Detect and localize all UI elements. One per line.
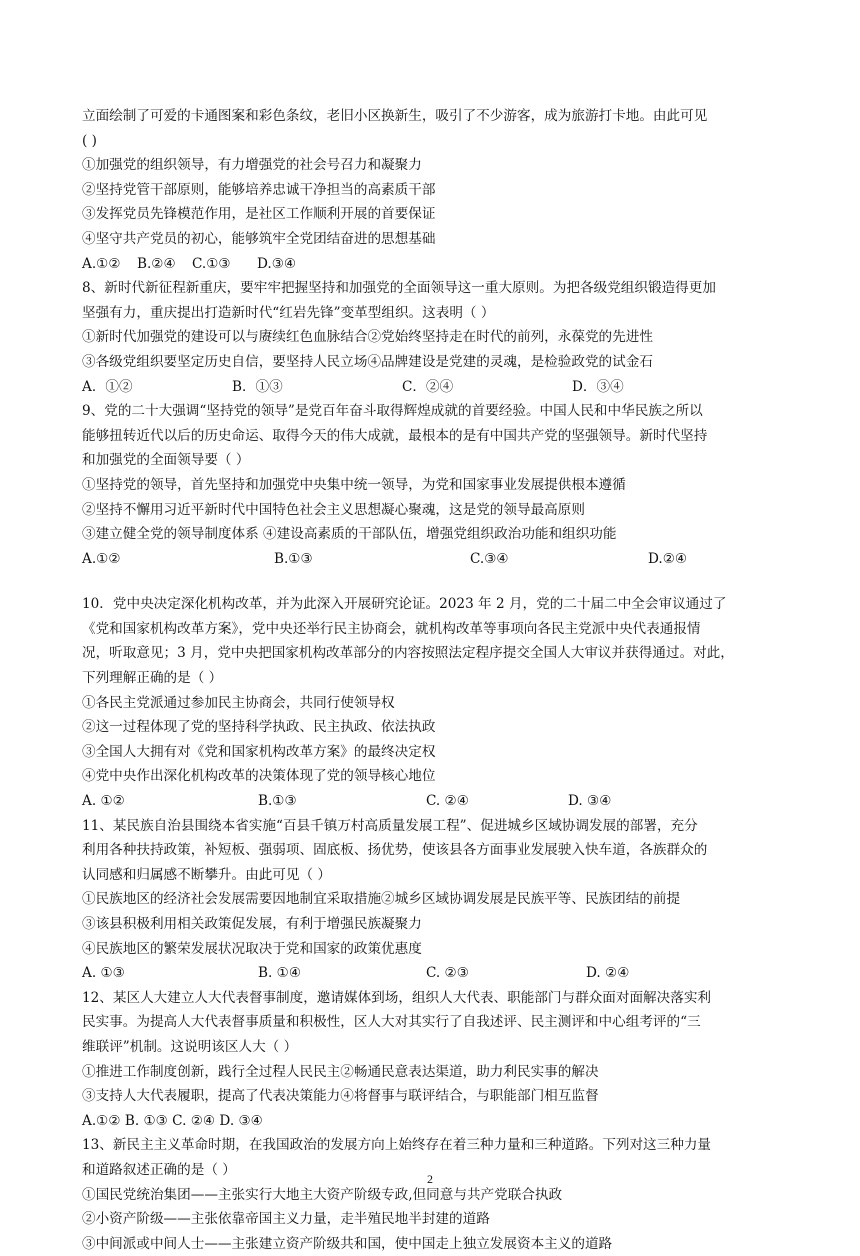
- statement-item: ②坚持党管干部原则，能够培养忠诚干净担当的高素质干部: [82, 181, 436, 198]
- question-stem-line: 认同感和归属感不断攀升。由此可见（ ）: [82, 866, 332, 883]
- question-9: [82, 399, 782, 571]
- question-spacer: [82, 571, 782, 592]
- statement-item: ①加强党的组织领导，有力增强党的社会号召力和凝聚力: [82, 157, 422, 174]
- option-a: A．①②: [82, 378, 133, 395]
- statement-item: ③该县积极利用相关政策促发展，有利于增强民族凝聚力: [82, 916, 422, 932]
- question-8: [82, 276, 782, 399]
- option-a: A.①②: [82, 550, 121, 567]
- statement-item: ①推进工作制度创新，践行全过程人民民主②畅通民意表达渠道，助力利民实事的解决: [82, 1063, 599, 1080]
- statement-item: ①新时代加强党的建设可以与赓续红色血脉结合②党始终坚持走在时代的前列，永葆党的先进性: [82, 329, 653, 346]
- question-stem-line: 10．党中央决定深化机构改革，并为此深入开展研究论证。2023 年 2 月，党的二十届二中全会审议通过了: [82, 596, 727, 613]
- question-10: [82, 592, 782, 813]
- option-b: B.①③: [258, 793, 297, 810]
- question-stem-line: 和加强党的全面领导要（ ）: [82, 452, 250, 469]
- question-7: [82, 104, 782, 276]
- statement-item: ④民族地区的繁荣发展状况取决于党和国家的政策优惠度: [82, 940, 422, 957]
- answer-options: A.①② B. ①③ C. ②④ D. ③④: [82, 1112, 263, 1129]
- option-c: C.①③: [192, 255, 231, 272]
- option-b: B.②④: [137, 255, 176, 272]
- option-c: C. ②③: [426, 965, 469, 982]
- statement-item: ④党中央作出深化机构改革的决策体现了党的领导核心地位: [82, 768, 436, 785]
- option-d: D.③④: [257, 255, 297, 272]
- statement-item: ③建立健全党的领导制度体系 ④建设高素质的干部队伍，增强党组织政治功能和组织功能: [82, 526, 617, 543]
- option-c: C. ②④: [426, 793, 469, 810]
- statement-item: ①民族地区的经济社会发展需要因地制宜采取措施②城乡区域协调发展是民族平等、民族团结的前提: [82, 891, 681, 908]
- statement-item: ③支持人大代表履职，提高了代表决策能力④将督事与联评结合，与职能部门相互监督: [82, 1088, 599, 1105]
- statement-item: ②坚持不懈用习近平新时代中国特色社会主义思想凝心聚魂，这是党的领导最高原则: [82, 501, 585, 518]
- answer-options: [82, 789, 782, 814]
- question-stem-line: 况，听取意见；3 月，党中央把国家机构改革部分的内容按照法定程序提交全国人大审议并获得通过。对此，: [82, 645, 734, 662]
- question-13: [82, 1133, 782, 1256]
- statement-item: ④坚守共产党员的初心，能够筑牢全党团结奋进的思想基础: [82, 230, 436, 247]
- page-number: 2: [427, 1172, 433, 1186]
- question-stem-line: 坚强有力，重庆提出打造新时代“红岩先锋”变革型组织。这表明（ ）: [82, 304, 495, 321]
- question-stem-line: 12、某区人大建立人大代表督事制度，邀请媒体到场，组织人大代表、职能部门与群众面对面解决落实利: [82, 989, 712, 1006]
- question-stem-line: 能够扭转近代以后的历史命运、取得今天的伟大成就，最根本的是有中国共产党的坚强领导。新时代坚持: [82, 427, 708, 444]
- question-stem-line: 利用各种扶持政策，补短板、强弱项、固底板、扬优势，使该县各方面事业发展驶入快车道，各族群众的: [82, 842, 708, 859]
- option-b: B.①③: [274, 550, 313, 567]
- statement-item: ②这一过程体现了党的坚持科学执政、民主执政、依法执政: [82, 719, 436, 736]
- statement-item: ①坚持党的领导，首先坚持和加强党中央集中统一领导，为党和国家事业发展提供根本遵循: [82, 476, 626, 493]
- option-a: A.①②: [82, 255, 121, 272]
- question-stem-line: 11、某民族自治县围绕本省实施“百县千镇万村高质量发展工程”、促进城乡区域协调发展的部署，充分: [82, 817, 698, 834]
- statement-item: ①国民党统治集团——主张实行大地主大资产阶级专政,但同意与共产党联合执政: [82, 1186, 563, 1203]
- option-b: B. ①④: [258, 965, 302, 982]
- option-a: A. ①③: [82, 965, 125, 982]
- option-d: D.②④: [648, 550, 688, 567]
- statement-item: ③各级党组织要坚定历史自信，要坚持人民立场④品牌建设是党建的灵魂，是检验政党的试金石: [82, 353, 653, 370]
- question-stem-line: 维联评”机制。这说明该区人大（ ）: [82, 1038, 298, 1055]
- question-stem-line: 下列理解正确的是（ ）: [82, 670, 223, 687]
- statement-item: ③中间派或中间人士——主张建立资产阶级共和国，使中国走上独立发展资本主义的道路: [82, 1235, 613, 1252]
- answer-options: [82, 375, 782, 400]
- answer-options: [82, 961, 782, 986]
- question-stem-line: 9、党的二十大强调“坚持党的领导”是党百年奋斗取得辉煌成就的首要经验。中国人民和中华民族之所以: [82, 403, 703, 420]
- question-stem-line: 和道路叙述正确的是（ ）: [82, 1161, 236, 1178]
- statement-item: ③全国人大拥有对《党和国家机构改革方案》的最终决定权: [82, 743, 436, 760]
- answer-bracket: ( ): [82, 132, 97, 149]
- question-stem-line: 民实事。为提高人大代表督事质量和积极性，区人大对其实行了自我述评、民主测评和中心组考评的“三: [82, 1014, 701, 1031]
- option-d: D．③④: [572, 378, 624, 395]
- option-c: C.③④: [470, 550, 509, 567]
- question-12: [82, 986, 782, 1134]
- option-d: D. ③④: [568, 793, 612, 810]
- option-b: B．①③: [232, 378, 283, 395]
- page-content: [82, 104, 782, 1256]
- statement-item: ①各民主党派通过参加民主协商会，共同行使领导权: [82, 694, 395, 711]
- statement-item: ③发挥党员先锋模范作用，是社区工作顺利开展的首要保证: [82, 206, 436, 223]
- question-stem-line: 8、新时代新征程新重庆，要牢牢把握坚持和加强党的全面领导这一重大原则。为把各级党组织锻造得更加: [82, 280, 716, 297]
- statement-item: ②小资产阶级——主张依靠帝国主义力量，走半殖民地半封建的道路: [82, 1211, 490, 1228]
- option-a: A. ①②: [82, 793, 125, 810]
- question-stem-line: 《党和国家机构改革方案》，党中央还举行民主协商会，就机构改革等事项向各民主党派中央代表通报情: [82, 620, 701, 637]
- option-c: C．②④: [402, 378, 454, 395]
- answer-options: [82, 252, 782, 277]
- question-stem-line: 13、新民主主义革命时期，在我国政治的发展方向上始终存在着三种力量和三种道路。下列对这三种力量: [82, 1137, 712, 1154]
- answer-options: [82, 547, 782, 572]
- option-d: D. ②④: [586, 965, 630, 982]
- question-stem-line: 立面绘制了可爱的卡通图案和彩色条纹，老旧小区换新生，吸引了不少游客，成为旅游打卡地。由此可见: [82, 108, 708, 124]
- question-11: [82, 814, 782, 986]
